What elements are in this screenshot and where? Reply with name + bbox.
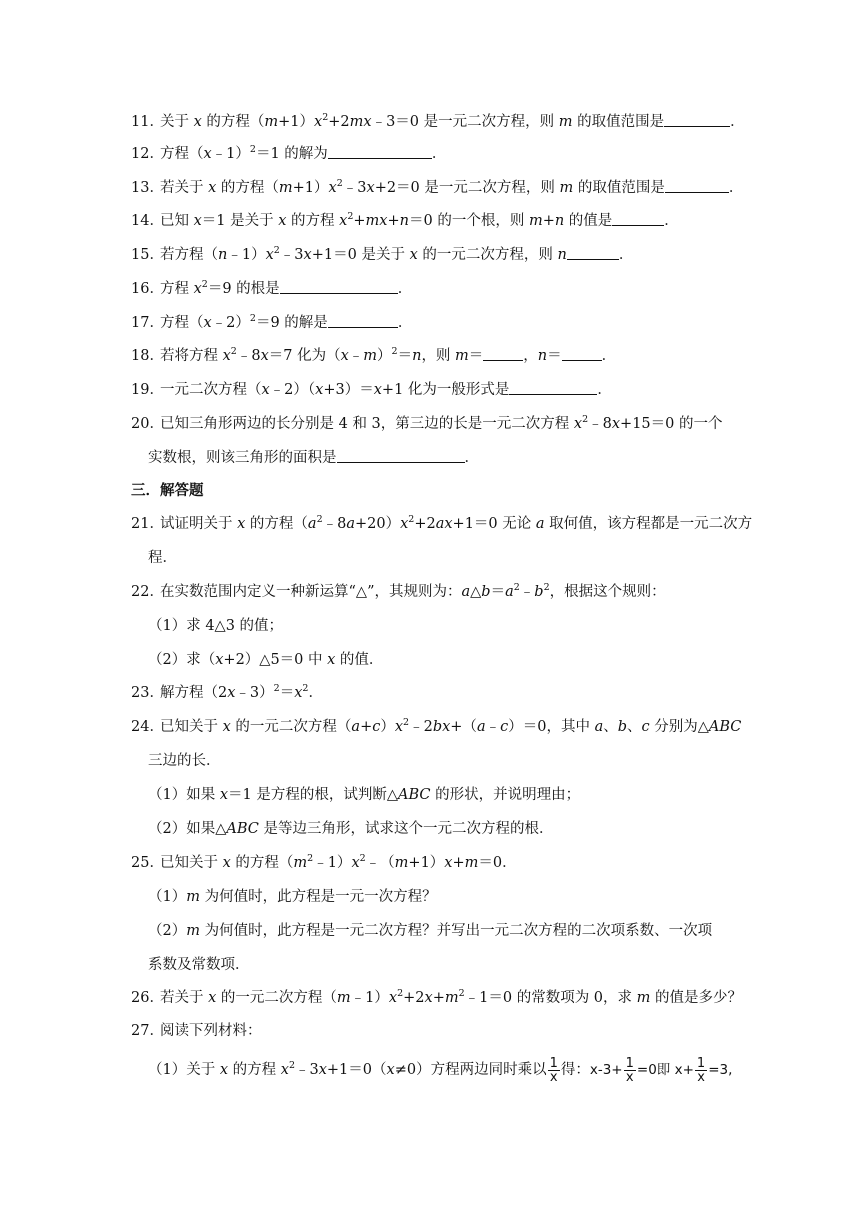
question-27-part-1	[0, 1052, 860, 1088]
answer-blank-m[interactable]	[483, 345, 523, 361]
question-23	[0, 681, 860, 705]
section-title: 三．解答题	[131, 482, 204, 499]
question-20-line-2	[0, 446, 860, 470]
question-12	[0, 142, 860, 166]
question-text: 已知关于 x 的一元二次方程$(a+c)x^2﹣2bx+(a﹣c)=0$，其中 a、b、c 分别为△ABC	[160, 717, 742, 735]
answer-blank[interactable]	[664, 111, 730, 127]
question-21-line-2	[0, 546, 860, 570]
question-20	[0, 412, 860, 436]
question-number: 18．	[131, 348, 164, 364]
question-24-part-2	[0, 817, 860, 841]
question-text: 若关于 x 的一元二次方程$(m﹣1)x^2+2x+m^2﹣1=0$ 的常数项为 0，求 m 的值是多少？	[160, 988, 743, 1006]
question-number: 17．	[131, 315, 164, 331]
question-19	[0, 378, 860, 402]
question-16	[0, 277, 860, 301]
sub-question: 系数及常数项．	[148, 957, 250, 973]
question-25-part-1	[0, 885, 860, 909]
question-number: 23．	[131, 685, 164, 701]
question-text: 实数根，则该三角形的面积是 ．	[148, 446, 479, 470]
answer-blank[interactable]	[328, 143, 432, 159]
sub-question: （1）如果 x＝1 是方程的根，试判断△ABC 的形状，并说明理由；	[148, 787, 581, 803]
question-number: 19．	[131, 382, 164, 398]
section-heading	[0, 479, 860, 503]
question-22	[0, 580, 860, 604]
question-24	[0, 715, 860, 739]
question-text: 程．	[148, 550, 177, 566]
question-number: 25．	[131, 855, 164, 871]
question-number: 27．	[131, 1023, 164, 1039]
answer-blank[interactable]	[280, 278, 398, 294]
answer-blank[interactable]	[612, 210, 664, 226]
question-22-part-1	[0, 614, 860, 638]
equation-image: x-3+ $\frac{1}{x}$ =0即 x+ $\frac{1}{x}$ =3,	[589, 1055, 733, 1085]
question-number: 11．	[131, 114, 164, 130]
answer-blank[interactable]	[337, 447, 465, 463]
question-text: 一元二次方程（x﹣2）（x+3）＝x+1 化为一般形式是 ．	[160, 378, 612, 402]
question-number: 13．	[131, 180, 164, 196]
question-text: 已知关于 x 的方程$(m^2﹣1)x^2﹣(m+1)x+m=0$．	[160, 853, 517, 871]
question-text: 三边的长．	[148, 753, 221, 769]
question-number: 21．	[131, 516, 164, 532]
question-14	[0, 209, 860, 233]
sub-question: （1）求 4△3 的值；	[148, 618, 284, 634]
fraction-one-over-x: $\frac{1}{x}$	[549, 1055, 558, 1085]
question-number: 14．	[131, 213, 164, 229]
answer-blank[interactable]	[328, 312, 398, 328]
question-number: 12．	[131, 146, 164, 162]
question-number: 16．	[131, 281, 164, 297]
question-18	[0, 344, 860, 368]
question-text: 方程（x﹣1）$^2$＝1 的解为 ．	[160, 144, 447, 162]
sub-question: （1）m 为何值时，此方程是一元一次方程？	[148, 889, 437, 905]
question-text: 已知三角形两边的长分别是 4 和 3，第三边的长是一元二次方程 $x^2﹣8x+15=0$ 的一个	[160, 414, 723, 432]
question-22-part-2	[0, 648, 860, 672]
question-26	[0, 986, 860, 1010]
question-number: 26．	[131, 990, 164, 1006]
question-text: 解方程$(2x﹣3)^2=x^2$．	[160, 683, 323, 701]
question-text: 已知 x＝1 是关于 x 的方程 $x^2+mx+n=0$ 的一个根，则 m+n 的值是 ．	[160, 211, 679, 229]
question-25	[0, 851, 860, 875]
question-17	[0, 311, 860, 335]
question-text: 在实数范围内定义一种新运算“△”，其规则为：$a\triangle b=a^2﹣b^2$，根据这个规则：	[160, 582, 666, 600]
sub-question: （2）如果△ABC 是等边三角形，试求这个一元二次方程的根．	[148, 821, 554, 837]
question-number: 22．	[131, 584, 164, 600]
question-text: 关于 x 的方程$(m+1)x^2+2mx﹣3=0$ 是一元二次方程，则 m 的取值范围是 ．	[160, 112, 745, 130]
question-text: 方程 $x^2=9$ 的根是 ．	[160, 279, 413, 297]
question-15	[0, 243, 860, 267]
answer-blank[interactable]	[665, 177, 729, 193]
question-text: 若关于 x 的方程$(m+1)x^2﹣3x+2=0$ 是一元二次方程，则 m 的取值范围是 ．	[160, 178, 744, 196]
question-25-part-2-line-2	[0, 953, 860, 977]
question-number: 20．	[131, 416, 164, 432]
question-24-line-2	[0, 749, 860, 773]
question-number: 24．	[131, 719, 164, 735]
question-number: 15．	[131, 247, 164, 263]
sub-question: （2）求（x+2）△5＝0 中 x 的值．	[148, 652, 384, 668]
question-21	[0, 512, 860, 536]
question-13	[0, 176, 860, 200]
answer-blank[interactable]	[509, 379, 597, 395]
answer-blank[interactable]	[567, 244, 619, 260]
sub-question: （1）关于 x 的方程 $x^2﹣3x+1=0(x\ne 0)$方程两边同时乘以 $\frac{1}{x}$ 得：x-3+ $\frac{1}{x}$ =0即 x+ $\frac{1}{x}$ =3,	[148, 1055, 733, 1085]
answer-blank-n[interactable]	[562, 345, 602, 361]
question-text: 阅读下列材料：	[160, 1023, 262, 1039]
question-text: 方程（x﹣2）$^2$＝9 的解是 ．	[160, 313, 413, 331]
question-24-part-1	[0, 783, 860, 807]
sub-question: （2）m 为何值时，此方程是一元二次方程？并写出一元二次方程的二次项系数、一次项	[148, 923, 713, 939]
question-27	[0, 1019, 860, 1043]
question-25-part-2	[0, 919, 860, 943]
question-text: 若将方程 $x^2﹣8x=7$ 化为（x﹣m）$^2$＝n，则 m＝ ，n＝ ．	[160, 346, 617, 364]
question-text: 若方程$(n﹣1)x^2﹣3x+1=0$ 是关于 x 的一元二次方程，则 n ．	[160, 245, 634, 263]
question-text: 试证明关于 x 的方程$(a^2﹣8a+20)x^2+2ax+1=0$ 无论 a 取何值，该方程都是一元二次方	[160, 514, 753, 532]
question-11	[0, 110, 860, 134]
